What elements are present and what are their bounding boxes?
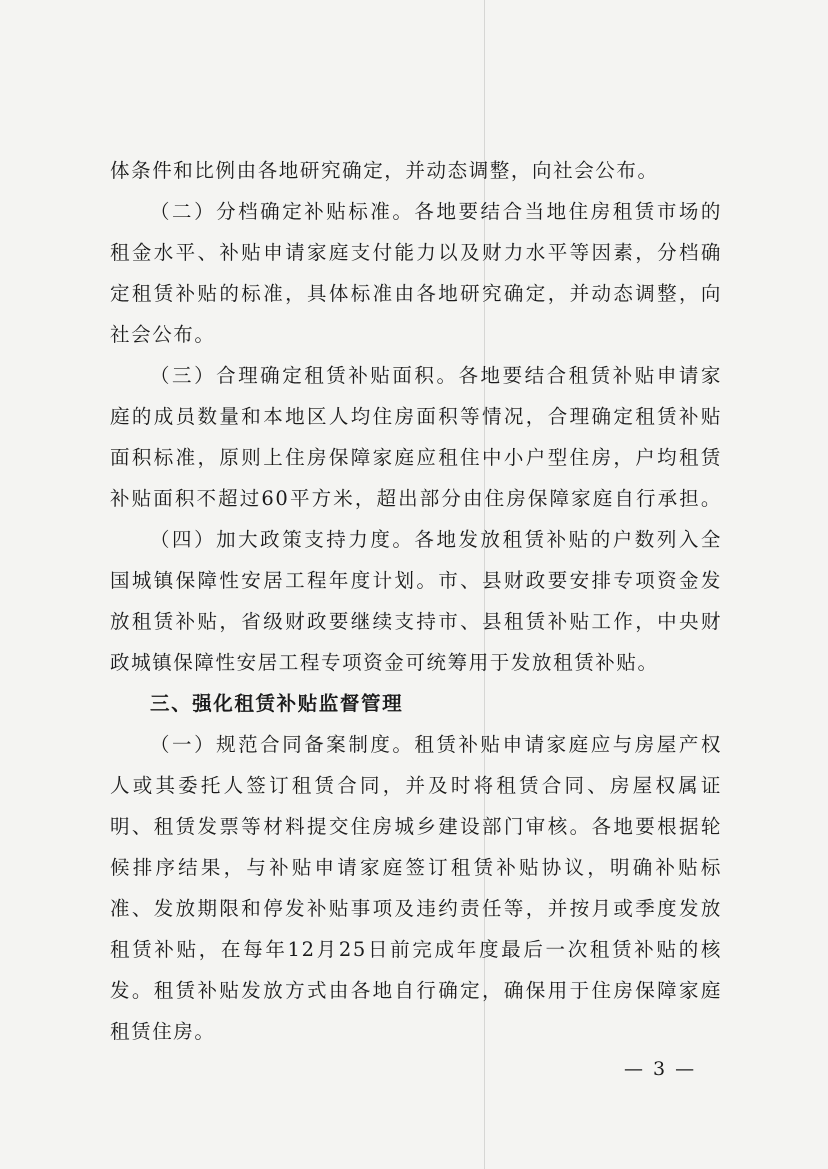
text-line: 租赁补贴，在每年12月25日前完成年度最后一次租赁补贴的核 <box>110 938 722 961</box>
text-line: （二）分档确定补贴标准。各地要结合当地住房租赁市场的 <box>150 200 722 223</box>
page-number: — 3 — <box>624 1058 697 1080</box>
text-line: 国城镇保障性安居工程年度计划。市、县财政要安排专项资金发 <box>110 569 722 592</box>
text-line: 社会公布。 <box>110 323 216 346</box>
text-line: 租金水平、补贴申请家庭支付能力以及财力水平等因素，分档确 <box>110 241 722 264</box>
text-line: 体条件和比例由各地研究确定，并动态调整，向社会公布。 <box>110 159 659 182</box>
text-line: 发。租赁补贴发放方式由各地自行确定，确保用于住房保障家庭 <box>110 979 722 1002</box>
text-line: 补贴面积不超过60平方米，超出部分由住房保障家庭自行承担。 <box>110 487 722 510</box>
text-line: 面积标准，原则上住房保障家庭应租住中小户型住房，户均租赁 <box>110 446 722 469</box>
document-body <box>110 150 722 1052</box>
text-line: 准、发放期限和停发补贴事项及违约责任等，并按月或季度发放 <box>110 897 722 920</box>
text-line: （一）规范合同备案制度。租赁补贴申请家庭应与房屋产权 <box>150 733 722 756</box>
text-line: 放租赁补贴，省级财政要继续支持市、县租赁补贴工作，中央财 <box>110 610 722 633</box>
text-line: （三）合理确定租赁补贴面积。各地要结合租赁补贴申请家 <box>150 364 722 387</box>
text-line: 庭的成员数量和本地区人均住房面积等情况，合理确定租赁补贴 <box>110 405 722 428</box>
text-line: （四）加大政策支持力度。各地发放租赁补贴的户数列入全 <box>150 528 722 551</box>
text-line: 候排序结果，与补贴申请家庭签订租赁补贴协议，明确补贴标 <box>110 856 722 879</box>
section-heading: 三、强化租赁补贴监督管理 <box>150 692 404 715</box>
text-line: 人或其委托人签订租赁合同，并及时将租赁合同、房屋权属证 <box>110 774 722 797</box>
text-line: 租赁住房。 <box>110 1020 216 1043</box>
text-line: 明、租赁发票等材料提交住房城乡建设部门审核。各地要根据轮 <box>110 815 722 838</box>
text-line: 政城镇保障性安居工程专项资金可统筹用于发放租赁补贴。 <box>110 651 659 674</box>
text-line: 定租赁补贴的标准，具体标准由各地研究确定，并动态调整，向 <box>110 282 722 305</box>
